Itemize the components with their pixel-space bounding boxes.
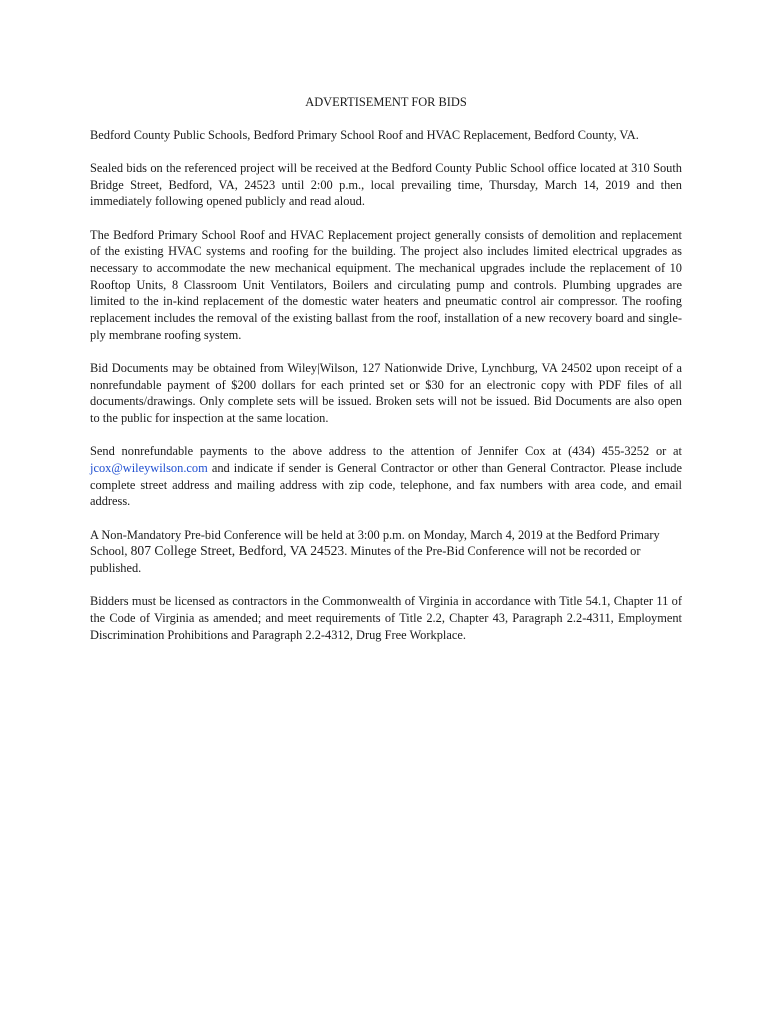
payment-text-start: Send nonrefundable payments to the above address to the attention of Jennifer Cox at (434) 455-3252 or at bbox=[90, 444, 682, 459]
conference-text-start: A Non-Mandatory Pre-bid Conference will be held at 3:00 p.m. on Monday, March 4, 2019 at the Bedford Primary School, bbox=[90, 527, 660, 559]
conference-text-end: . Minutes of the Pre-Bid Conference will not be recorded or published. bbox=[90, 544, 641, 575]
conference-address: 807 College Street, Bedford, VA 24523 bbox=[130, 543, 345, 559]
licensing-paragraph: Bidders must be licensed as contractors in the Commonwealth of Virginia in accordance with Title 54.1, Chapter 11 of the Code of Virginia as amended; and meet requirements of Title 2.2, Chapter 43, Paragraph 2.2-4311, Employment Discrimination Prohibitions and Paragraph 2.2-4312, Drug Free Workplace. bbox=[90, 594, 682, 642]
email-link[interactable]: jcox@wileywilson.com bbox=[90, 460, 208, 475]
payment-text-end: and indicate if sender is General Contractor or other than General Contractor. Please include complete street address and mailing address with zip code, telephone, and fax numbers with area code, and email address. bbox=[90, 460, 682, 509]
project-heading-paragraph: Bedford County Public Schools, Bedford Primary School Roof and HVAC Replacement, Bedford County, VA. bbox=[90, 127, 639, 142]
payment-contact-paragraph bbox=[90, 443, 682, 510]
bid-documents-paragraph: Bid Documents may be obtained from Wiley|Wilson, 127 Nationwide Drive, Lynchburg, VA 24502 upon receipt of a nonrefundable payment of $200 dollars for each printed set or $30 for an electronic copy with PDF files of all documents/drawings. Only complete sets will be issued. Broken sets will not be issued. Bid Documents are also open to the public for inspection at the same location. bbox=[90, 360, 682, 426]
document-title: ADVERTISEMENT FOR BIDS bbox=[305, 95, 467, 109]
sealed-bids-paragraph: Sealed bids on the referenced project will be received at the Bedford County Public School office located at 310 South Bridge Street, Bedford, VA, 24523 until 2:00 p.m., local prevailing time, Thursday, March 14, 2019 and then immediately following opened publicly and read aloud. bbox=[90, 160, 682, 209]
prebid-conference-paragraph bbox=[90, 527, 682, 577]
project-scope-paragraph: The Bedford Primary School Roof and HVAC Replacement project generally consists of demolition and replacement of the existing HVAC systems and roofing for the building. The project also includes limited electrical upgrades as necessary to accommodate the new mechanical equipment. The mechanical upgrades include the replacement of 10 Rooftop Units, 8 Classroom Unit Ventilators, Boilers and circulating pump and controls. Plumbing upgrades are limited to the in-kind replacement of the domestic water heaters and pneumatic control air compressor. The roofing replacement includes the removal of the existing ballast from the roof, installation of a new recovery board and single-ply membrane roofing system. bbox=[90, 227, 682, 342]
document-page bbox=[90, 94, 682, 660]
